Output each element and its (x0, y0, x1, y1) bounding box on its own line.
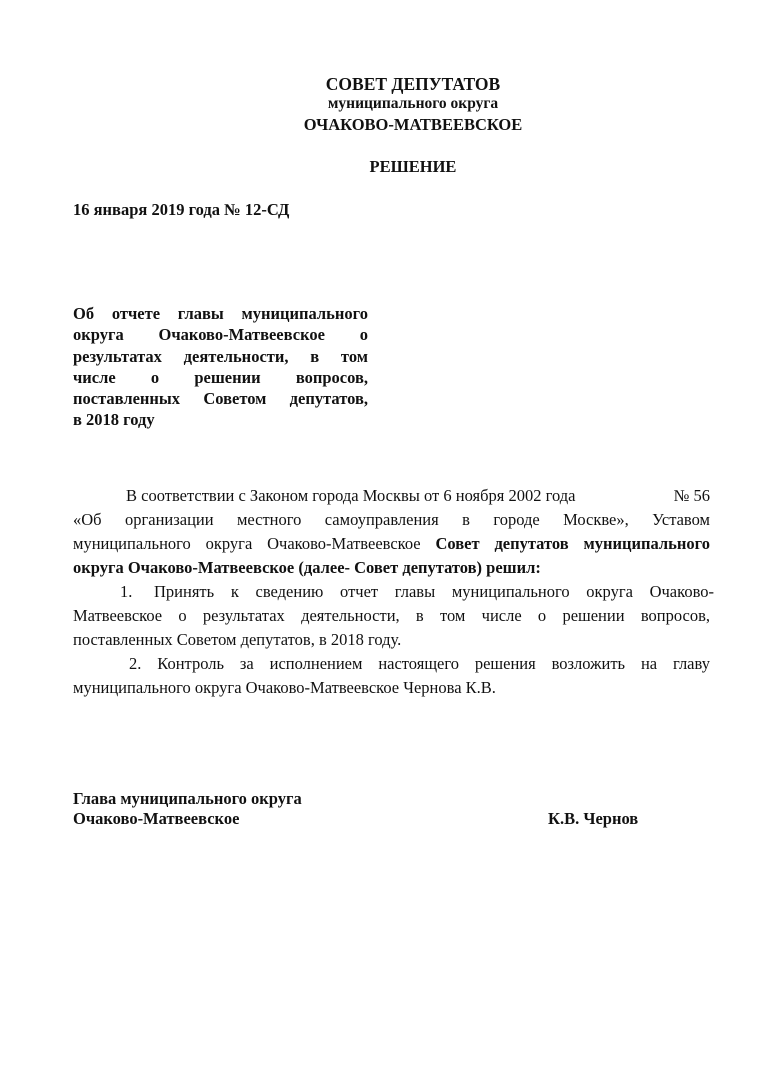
preamble-line: В соответствии с Законом города Москвы от 6 ноября 2002 года (126, 486, 576, 505)
district-name: ОЧАКОВО-МАТВЕЕВСКОЕ (303, 115, 523, 134)
item-line: Матвеевское о результатах деятельности, в том числе о решении вопросов, (73, 606, 710, 625)
item-line: Принять к сведению отчет главы муниципального округа Очаково- (154, 582, 714, 601)
council-title: СОВЕТ ДЕПУТАТОВ (325, 74, 501, 94)
preamble-line-bold: Совет депутатов муниципального (435, 534, 710, 553)
item-line: муниципального округа Очаково-Матвеевское Чернова К.В. (73, 678, 496, 697)
law-number: № 56 (673, 486, 710, 505)
document-type: РЕШЕНИЕ (369, 157, 457, 176)
subject-line: числе о решении вопросов, (73, 367, 368, 387)
decision-subject (73, 303, 368, 431)
date-and-number: 16 января 2019 года № 12-СД (73, 200, 290, 219)
subject-line: Об отчете главы муниципального (73, 304, 368, 323)
preamble-line: муниципального округа Очаково-Матвеевское (73, 534, 436, 553)
item-1-paragraph (73, 580, 714, 652)
item-2-paragraph (73, 652, 710, 700)
subject-line: в 2018 году (73, 410, 155, 430)
subject-line: результатах деятельности, в том (73, 346, 368, 366)
item-line: поставленных Советом депутатов, в 2018 году. (73, 630, 402, 649)
district-subtitle: муниципального округа (327, 95, 499, 112)
subject-line: поставленных Советом депутатов, (73, 389, 368, 409)
preamble-line-bold: округа Очаково-Матвеевское (далее- Совет депутатов) решил: (73, 558, 541, 577)
subject-line: округа Очаково-Матвеевское о (73, 325, 368, 345)
item-number: 1. (120, 582, 133, 601)
preamble-paragraph (73, 484, 710, 580)
item-line: 2. Контроль за исполнением настоящего решения возложить на главу (129, 654, 710, 673)
preamble-line: «Об организации местного самоуправления в городе Москве», Уставом (73, 510, 710, 529)
signature-name: К.В. Чернов (548, 809, 639, 828)
signature-title: Глава муниципального округа (73, 789, 302, 808)
signature-title: Очаково-Матвеевское (73, 809, 240, 828)
